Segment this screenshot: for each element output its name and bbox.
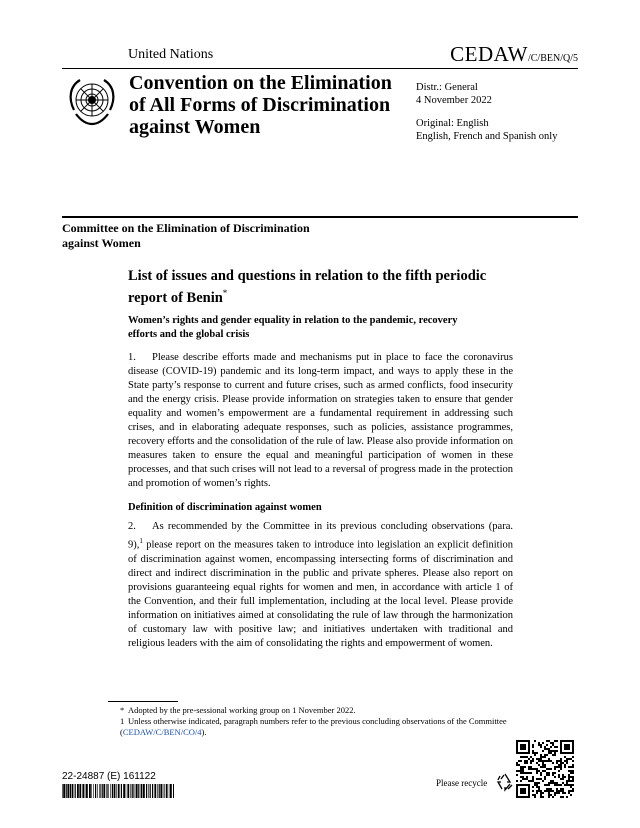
document-title-line-text: report of Benin	[128, 289, 223, 306]
issue-date: 4 November 2022	[416, 95, 492, 106]
footnote-text: Adopted by the pre-sessional working group on 1 November 2022.	[128, 705, 356, 715]
footnote-reference[interactable]: 1	[139, 537, 143, 545]
recycle-icon	[494, 771, 516, 793]
symbol-main: CEDAW	[450, 42, 528, 66]
document-title	[128, 268, 518, 307]
document-symbol	[450, 42, 578, 67]
barcode-icon	[62, 784, 174, 798]
convention-title-line: against Women	[129, 116, 261, 138]
symbol-suffix: /C/BEN/Q/5	[527, 53, 578, 64]
distribution: Distr.: General	[416, 82, 478, 93]
original-language: Original: English	[416, 118, 489, 129]
paragraph-2	[128, 520, 513, 651]
header-rule	[62, 68, 578, 69]
footnote-text: ).	[201, 727, 207, 737]
convention-title	[129, 72, 399, 138]
document-title-line	[128, 285, 518, 307]
document-job-number: 22-24887 (E) 161122	[62, 771, 156, 782]
footnote-mark: 1	[120, 716, 125, 726]
language-block	[416, 117, 557, 143]
paragraph-number: 1.	[128, 352, 136, 363]
qr-code-icon[interactable]	[516, 740, 574, 798]
committee-name-line: Committee on the Elimination of Discrimination	[62, 221, 310, 235]
organization-name: United Nations	[128, 47, 214, 62]
paragraph-number: 2.	[128, 521, 136, 532]
convention-title-line: of All Forms of Discrimination	[129, 94, 391, 116]
paragraph-text: Please describe efforts made and mechanisms put in place to face the coronavirus disease (COVID-19) pandemic and its long-term impact, and ways to apply these in the State party’s response to current and future crises, such as armed conflicts, food insecurity and the energy crisis. Please provide information on strategies taken to ensure that gender equality and women’s empowerment are a fundamental requirement in addressing such crises, and in elaborating adequate responses, such as policies, assistance programmes, recovery efforts and the consolidation of the rule of law. Please also provide information on measures taken to ensure the equal and meaningful participation of women in these processes, and that such crises will not lead to a reversal of progress made in the protection and promotion of women’s rights.	[128, 352, 513, 489]
paragraph-text: As recommended by the Committee in its previous concluding observations (para. 9),	[128, 521, 513, 551]
footnote-1	[120, 716, 520, 738]
un-emblem-icon	[64, 74, 120, 130]
section-heading-definition: Definition of discrimination against women	[128, 502, 322, 513]
section-rule	[62, 216, 578, 218]
footnote-rule	[108, 701, 178, 702]
recycle-label: Please recycle	[436, 778, 488, 788]
distribution-block	[416, 81, 492, 107]
available-languages: English, French and Spanish only	[416, 131, 558, 142]
cedaw-co4-link[interactable]: CEDAW/C/BEN/CO/4	[122, 727, 202, 737]
convention-title-line: Convention on the Elimination	[129, 72, 392, 94]
footnote-text: Unless otherwise indicated, paragraph numbers refer to the previous concluding observations of the Committee (	[120, 716, 507, 737]
document-title-line: List of issues and questions in relation to the fifth periodic	[128, 268, 487, 284]
section-heading-line: efforts and the global crisis	[128, 329, 250, 340]
footnote-adopted	[120, 705, 520, 716]
title-footnote-mark: *	[222, 288, 228, 298]
section-heading-pandemic	[128, 314, 513, 342]
committee-name	[62, 221, 362, 251]
paragraph-1	[128, 351, 513, 491]
committee-name-line: against Women	[62, 236, 141, 250]
section-heading-line: Women’s rights and gender equality in relation to the pandemic, recovery	[128, 315, 458, 326]
footnote-mark: *	[120, 705, 125, 715]
paragraph-text: please report on the measures taken to introduce into legislation an explicit definition of discrimination against women, encompassing intersecting forms of discrimination and direct and indirect discrimination in the public and private spheres. Please also report on provisions guaranteeing equal rights for women and men, in accordance with article 1 of the Convention, and their full implementation, including at the local level. Please provide information on initiatives aimed at consolidating the rule of law through the harmonization of customary law with positive law; and initiatives undertaken with traditional and religious leaders with the aim of consolidating the rights and empowerment of women.	[128, 539, 513, 649]
